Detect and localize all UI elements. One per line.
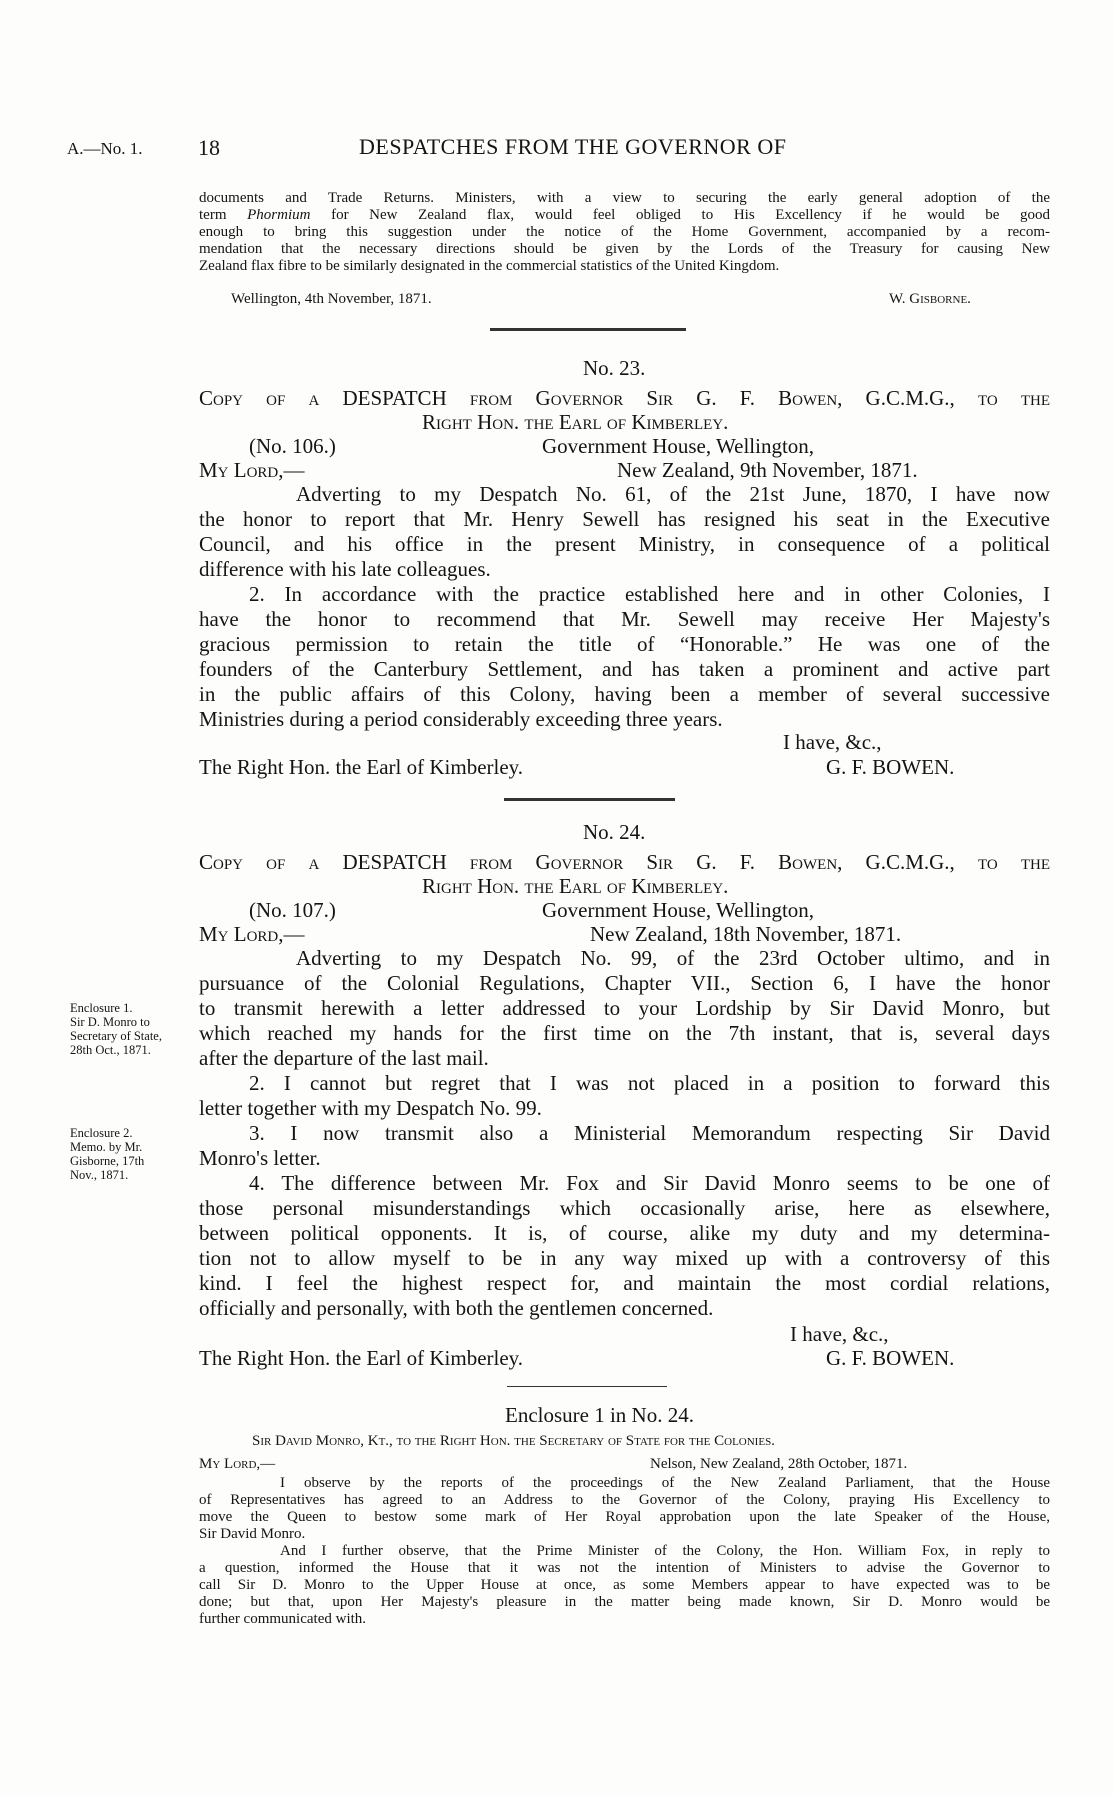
despatch-23-address: Government House, Wellington, — [542, 434, 815, 458]
despatch-24-signature: G. F. BOWEN. — [826, 1346, 955, 1370]
text-line: founders of the Canterbury Settlement, and has taken a prominent and active part — [199, 657, 1050, 681]
margin-note-line: Enclosure 2. — [70, 1126, 133, 1140]
text-line: And I further observe, that the Prime Minister of the Colony, the Hon. William Fox, in reply to — [280, 1543, 1050, 1559]
section-divider — [507, 1386, 667, 1387]
text-line: done; but that, upon Her Majesty's pleasure in the matter being made known, Sir D. Monro would be — [199, 1594, 1050, 1610]
margin-note-line: Secretary of State, — [70, 1029, 162, 1043]
despatch-24-body — [199, 946, 1050, 1321]
margin-note-line: Sir D. Monro to — [70, 1015, 150, 1029]
text-line: Zealand flax fibre to be similarly designated in the commercial statistics of the United Kingdom. — [199, 258, 780, 274]
text-line: Adverting to my Despatch No. 61, of the 21st June, 1870, I have now — [296, 482, 1050, 506]
text-line: 2. I cannot but regret that I was not placed in a position to forward this — [249, 1071, 1050, 1095]
enclosure-place-date: Nelson, New Zealand, 28th October, 1871. — [650, 1456, 908, 1472]
section-divider — [490, 328, 686, 331]
enclosure-title: Enclosure 1 in No. 24. — [505, 1403, 694, 1427]
despatch-24-date: New Zealand, 18th November, 1871. — [590, 922, 902, 946]
margin-note-enclosure-2 — [70, 1126, 144, 1182]
text-line: gracious permission to retain the title of “Honorable.” He was one of the — [199, 632, 1050, 656]
despatch-23-date: New Zealand, 9th November, 1871. — [617, 458, 918, 482]
despatch-23-signature: G. F. BOWEN. — [826, 755, 955, 779]
opening-signature: W. Gisborne. — [889, 291, 971, 307]
margin-note-enclosure-1 — [70, 1001, 162, 1057]
text-line: between political opponents. It is, of course, alike my duty and my determina- — [199, 1221, 1050, 1245]
despatch-24-number: No. 24. — [583, 820, 646, 844]
despatch-23-heading-2: Right Hon. the Earl of Kimberley. — [422, 410, 729, 434]
despatch-23-heading: Copy of a DESPATCH from Governor Sir G. F. Bowen, G.C.M.G., to the — [199, 386, 1050, 410]
text-line: a question, informed the House that it was not the intention of Ministers to advise the Governor to — [199, 1560, 1050, 1576]
opening-place-date: Wellington, 4th November, 1871. — [231, 291, 432, 307]
despatch-24-address: Government House, Wellington, — [542, 898, 815, 922]
text-line: those personal misunderstandings which occasionally arise, here as elsewhere, — [199, 1196, 1050, 1220]
text-line: enough to bring this suggestion under the notice of the Home Government, accompanied by a recom- — [199, 224, 1050, 240]
margin-note-line: Enclosure 1. — [70, 1001, 133, 1015]
despatch-24-ref: (No. 107.) — [249, 898, 336, 922]
text-line: 4. The difference between Mr. Fox and Sir David Monro seems to be one of — [249, 1171, 1050, 1195]
text-line: Ministries during a period considerably exceeding three years. — [199, 707, 723, 731]
text-line: call Sir D. Monro to the Upper House at once, as some Members appear to have expected was to be — [199, 1577, 1050, 1593]
despatch-23-closing: I have, &c., — [783, 730, 882, 754]
text-line: Monro's letter. — [199, 1146, 321, 1170]
page-number: 18 — [198, 135, 220, 160]
running-title: DESPATCHES FROM THE GOVERNOR OF — [359, 134, 787, 159]
opening-paragraph — [199, 190, 1050, 275]
text-line: Council, and his office in the present Ministry, in consequence of a political — [199, 532, 1050, 556]
text-line: the honor to report that Mr. Henry Sewell has resigned his seat in the Executive — [199, 507, 1050, 531]
text-line: difference with his late colleagues. — [199, 557, 491, 581]
text-line: term Phormium for New Zealand flax, would feel obliged to His Excellency if he would be good — [199, 207, 1050, 223]
text-line: which reached my hands for the first time on the 7th instant, that is, several days — [199, 1021, 1050, 1045]
despatch-23-salutation: My Lord,— — [199, 458, 305, 482]
text-line: mendation that the necessary directions should be given by the Lords of the Treasury for causing New — [199, 241, 1050, 257]
despatch-23-ref: (No. 106.) — [249, 434, 336, 458]
text-line: 3. I now transmit also a Ministerial Memorandum respecting Sir David — [249, 1121, 1050, 1145]
text-line: after the departure of the last mail. — [199, 1046, 489, 1070]
despatch-24-addressee: The Right Hon. the Earl of Kimberley. — [199, 1346, 524, 1370]
enclosure-salutation: My Lord,— — [199, 1456, 276, 1472]
text-line: move the Queen to bestow some mark of Her Royal approbation upon the late Speaker of the House, — [199, 1509, 1050, 1525]
text-line: kind. I feel the highest respect for, and maintain the most cordial relations, — [199, 1271, 1050, 1295]
despatch-23-body — [199, 482, 1050, 732]
despatch-24-heading: Copy of a DESPATCH from Governor Sir G. F. Bowen, G.C.M.G., to the — [199, 850, 1050, 874]
phormium-term: Phormium — [247, 207, 311, 223]
text-line: letter together with my Despatch No. 99. — [199, 1096, 542, 1120]
margin-note-line: 28th Oct., 1871. — [70, 1043, 151, 1057]
despatch-24-heading-2: Right Hon. the Earl of Kimberley. — [422, 874, 729, 898]
despatch-24-salutation: My Lord,— — [199, 922, 305, 946]
text-line: officially and personally, with both the gentlemen concerned. — [199, 1296, 714, 1320]
text-line: tion not to allow myself to be in any way mixed up with a controversy of this — [199, 1246, 1050, 1270]
enclosure-subtitle: Sir David Monro, Kt., to the Right Hon. the Secretary of State for the Colonies. — [252, 1433, 775, 1449]
margin-note-line: Gisborne, 17th — [70, 1154, 145, 1168]
enclosure-body — [199, 1475, 1050, 1628]
section-divider — [504, 798, 675, 801]
text-line: pursuance of the Colonial Regulations, Chapter VII., Section 6, I have the honor — [199, 971, 1050, 995]
margin-note-line: Memo. by Mr. — [70, 1140, 143, 1154]
despatch-23-addressee: The Right Hon. the Earl of Kimberley. — [199, 755, 524, 779]
text-line: further communicated with. — [199, 1611, 367, 1627]
text-line: of Representatives has agreed to an Address to the Governor of the Colony, praying His Excellency to — [199, 1492, 1050, 1508]
text-line: I observe by the reports of the proceedings of the New Zealand Parliament, that the House — [280, 1475, 1050, 1491]
margin-note-line: Nov., 1871. — [70, 1168, 129, 1182]
text-line: Sir David Monro. — [199, 1526, 306, 1542]
header-ref: A.—No. 1. — [67, 139, 143, 158]
despatch-23-number: No. 23. — [583, 356, 646, 380]
text-line: to transmit herewith a letter addressed to your Lordship by Sir David Monro, but — [199, 996, 1050, 1020]
despatch-24-closing: I have, &c., — [790, 1322, 889, 1346]
text-line: Adverting to my Despatch No. 99, of the 23rd October ultimo, and in — [296, 946, 1050, 970]
text-line: 2. In accordance with the practice established here and in other Colonies, I — [249, 582, 1050, 606]
text-line: in the public affairs of this Colony, having been a member of several successive — [199, 682, 1050, 706]
text-line: have the honor to recommend that Mr. Sewell may receive Her Majesty's — [199, 607, 1050, 631]
text-line: documents and Trade Returns. Ministers, with a view to securing the early general adoption of the — [199, 190, 1050, 206]
